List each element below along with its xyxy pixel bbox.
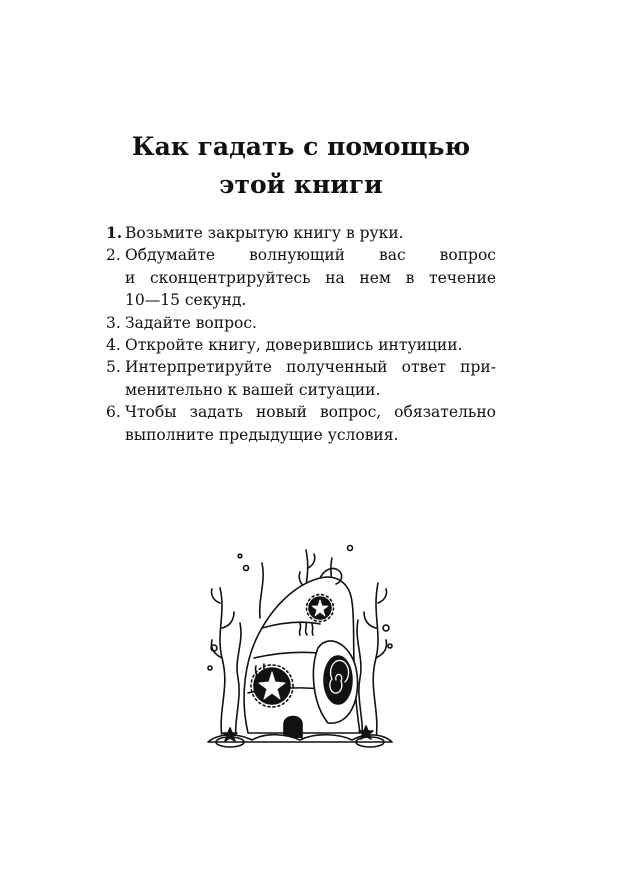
step-text <box>125 312 496 334</box>
list-item <box>106 356 496 401</box>
step-number: 1. <box>106 223 123 242</box>
page-title-line-1: Как гадать с помощью <box>131 132 471 161</box>
step-number: 6. <box>106 403 121 422</box>
list-item <box>106 312 496 334</box>
step-text-line: Чтобы задать новый вопрос, обязательно <box>125 403 496 422</box>
step-text-line: Интерпретируйте полученный ответ при- <box>125 358 496 377</box>
instructions-list <box>106 222 496 446</box>
list-item <box>106 334 496 356</box>
step-text-line: Возьмите закрытую книгу в руки. <box>125 224 404 242</box>
step-text <box>125 244 496 311</box>
step-text <box>125 222 496 244</box>
list-item <box>106 244 496 311</box>
step-text-line: Откройте книгу, доверившись интуиции. <box>125 336 463 355</box>
page-title <box>0 128 602 204</box>
step-text-line: и сконцентрируйтесь на нем в течение <box>125 268 496 287</box>
step-text-line: менительно к вашей ситуации. <box>125 380 381 399</box>
step-text <box>125 401 496 446</box>
step-number: 4. <box>106 336 121 355</box>
step-text-line: Задайте вопрос. <box>125 313 257 332</box>
step-text-line: выполните предыдущие условия. <box>125 425 399 444</box>
step-text <box>125 334 496 356</box>
step-text-line: Обдумайте волнующий вас вопрос <box>125 246 496 265</box>
seashell-house-illustration <box>200 528 396 750</box>
step-number: 5. <box>106 358 121 377</box>
step-number: 2. <box>106 246 121 265</box>
page-title-line-2: этой книги <box>219 170 383 199</box>
step-number: 3. <box>106 313 121 332</box>
step-text-line: 10—15 секунд. <box>125 291 247 310</box>
list-item <box>106 222 496 244</box>
list-item <box>106 401 496 446</box>
step-text <box>125 356 496 401</box>
